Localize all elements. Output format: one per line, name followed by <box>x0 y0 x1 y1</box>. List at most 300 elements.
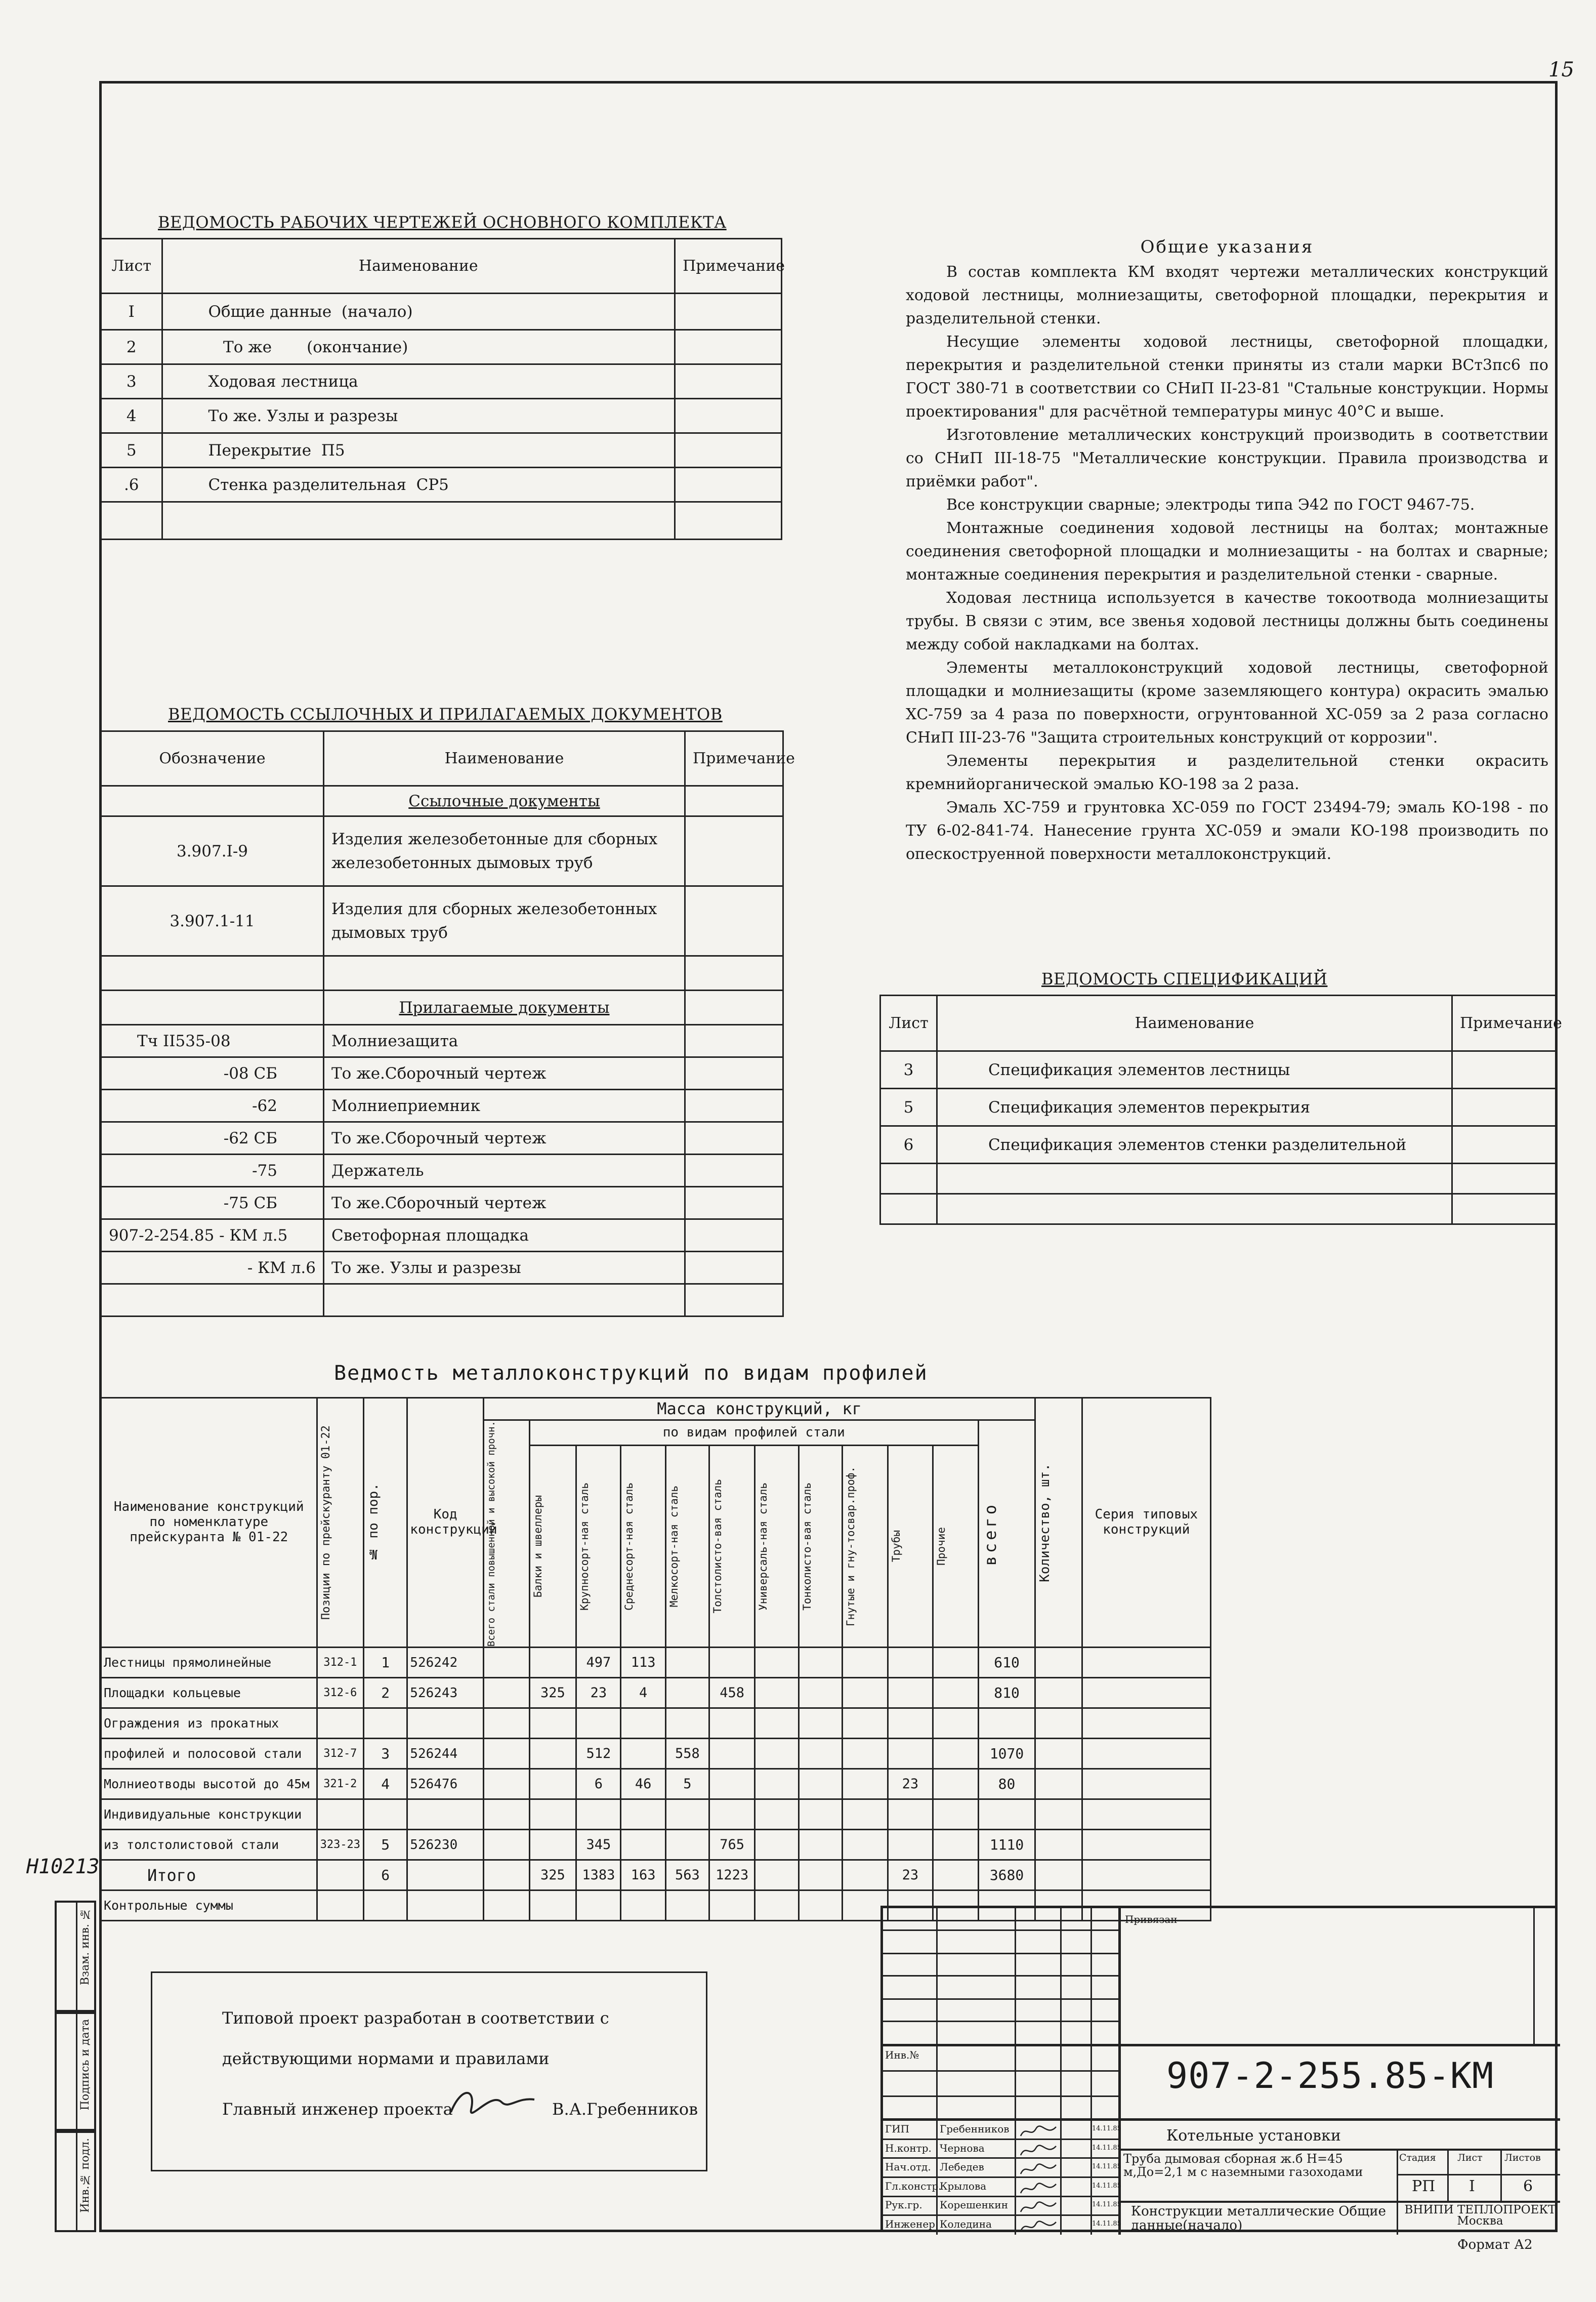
table-row <box>880 1089 1557 1126</box>
metal-value <box>799 1739 842 1769</box>
metal-value <box>484 1769 529 1799</box>
rd-designation: 3.907.I-9 <box>101 816 324 886</box>
metal-qty <box>1035 1708 1082 1739</box>
metal-pos: 321-2 <box>317 1769 364 1799</box>
table-row <box>880 1126 1557 1164</box>
sp-name: Спецификация элементов стенки разделительной <box>937 1126 1452 1164</box>
metal-value <box>529 1799 576 1830</box>
metal-value: 23 <box>888 1769 933 1799</box>
approval-line2: действующими нормами и правилами <box>222 2049 550 2068</box>
metal-value <box>665 1678 709 1708</box>
stamp-role: Н.контр. <box>885 2142 932 2154</box>
metal-pos: 323-23 <box>317 1830 364 1860</box>
metal-value <box>933 1769 978 1799</box>
metal-value <box>755 1860 799 1890</box>
rd-designation: -62 СБ <box>101 1122 324 1155</box>
metal-value: 4 <box>621 1678 665 1708</box>
metal-value <box>755 1648 799 1678</box>
stamp-person: Гребенников <box>940 2123 1010 2135</box>
rd-designation: -62 <box>101 1090 324 1122</box>
metal-value: 345 <box>576 1830 621 1860</box>
sp-note <box>1452 1089 1557 1126</box>
metal-value <box>755 1769 799 1799</box>
metal-value <box>484 1648 529 1678</box>
metal-value: 23 <box>888 1860 933 1890</box>
metal-series <box>1082 1708 1210 1739</box>
stamp-role: Нач.отд. <box>885 2161 931 2173</box>
wd-note <box>675 294 782 330</box>
metal-value <box>576 1799 621 1830</box>
specs-title: ВЕДОМОСТЬ СПЕЦИФИКАЦИЙ <box>1041 969 1328 989</box>
metal-value <box>709 1799 754 1830</box>
metal-no: 6 <box>364 1860 407 1890</box>
metal-subheader: Тонколисто-вая сталь <box>801 1482 813 1611</box>
table-row <box>101 468 782 502</box>
stamp-code: 907-2-255.85-КМ <box>1166 2055 1494 2097</box>
chief-engineer-signature <box>446 2082 542 2127</box>
metal-series <box>1082 1860 1210 1890</box>
metal-no: 3 <box>364 1739 407 1769</box>
metal-subheader-cell <box>709 1446 754 1648</box>
metal-value <box>799 1830 842 1860</box>
metal-value <box>484 1890 529 1921</box>
rd-note <box>685 1187 783 1219</box>
table-row <box>101 364 782 399</box>
metal-value <box>529 1830 576 1860</box>
metal-value <box>755 1890 799 1921</box>
metal-value <box>529 1769 576 1799</box>
rd-empty <box>324 1284 685 1317</box>
metal-value <box>888 1799 933 1830</box>
metal-subheader-cell <box>755 1446 799 1648</box>
table-row <box>101 816 783 886</box>
sp-empty <box>937 1164 1452 1194</box>
sp-note <box>1452 1051 1557 1089</box>
metal-structures-table <box>100 1397 1211 1921</box>
metal-value <box>709 1769 754 1799</box>
metal-qty <box>1035 1830 1082 1860</box>
sp-sheet: 3 <box>880 1051 937 1089</box>
metal-pos <box>317 1799 364 1830</box>
sp-header-note: Примечание <box>1452 996 1557 1051</box>
note-paragraph: В состав комплекта КМ входят чертежи металлических конструкций ходовой лестницы, молниезащиты, светофорной площадки, перекрытия и разделительной стенки. <box>906 263 1548 327</box>
metal-value <box>484 1830 529 1860</box>
stamp-person: Корешенкин <box>940 2199 1009 2211</box>
table-row <box>880 1164 1557 1194</box>
page-number: 15 <box>1548 58 1574 81</box>
metal-value <box>933 1830 978 1860</box>
metal-code: 526476 <box>407 1769 484 1799</box>
wd-note <box>675 330 782 364</box>
side-signature-date: Подпись и дата <box>79 2019 92 2111</box>
metal-code: 526230 <box>407 1830 484 1860</box>
rd-name: Держатель <box>324 1155 685 1187</box>
note-paragraph: Несущие элементы ходовой лестницы, светофорной площадки, перекрытия и разделительной стенки приняты из стали марки ВСт3пс6 по ГОСТ 380-71 в соответствии со СНиП II-23-81 "Стальные конструкции. Нормы проектирования" для расчётной температуры минус 40°С и выше. <box>906 333 1548 421</box>
note-paragraph: Эмаль ХС-759 и грунтовка ХС-059 по ГОСТ 23494-79; эмаль КО-198 - по ТУ 6-02-841-74. Нанесение грунта ХС-059 и эмали КО-198 производить по опескоструенной поверхности металлоконструкций. <box>906 799 1548 863</box>
metal-value <box>484 1739 529 1769</box>
stamp-signature <box>1019 2161 1058 2178</box>
wd-note <box>675 399 782 433</box>
stamp-role: Гл.констр. <box>885 2180 942 2192</box>
rd-designation: -08 СБ <box>101 1057 324 1090</box>
metal-no: 5 <box>364 1830 407 1860</box>
metal-subheader: Мелкосорт-ная сталь <box>667 1485 680 1608</box>
metal-value <box>799 1708 842 1739</box>
metal-name: Контрольные суммы <box>101 1890 317 1921</box>
metal-value: 6 <box>576 1769 621 1799</box>
metal-value: 512 <box>576 1739 621 1769</box>
metal-header-series: Серия типовых конструкций <box>1082 1398 1210 1648</box>
metal-row <box>101 1678 1211 1708</box>
metal-value <box>665 1799 709 1830</box>
sp-sheet: 5 <box>880 1089 937 1126</box>
metal-value <box>888 1708 933 1739</box>
metal-subheader: Толстолисто-вая сталь <box>711 1479 724 1614</box>
rd-empty <box>685 1284 783 1317</box>
metal-header-no: № по пор. <box>366 1483 382 1562</box>
working-drawings-table <box>100 238 785 540</box>
metal-subheader-cell <box>933 1446 978 1648</box>
metal-total: 610 <box>978 1648 1035 1678</box>
metal-name: Индивидуальные конструкции <box>101 1799 317 1830</box>
note-paragraph: Все конструкции сварные; электроды типа Э42 по ГОСТ 9467-75. <box>946 496 1475 514</box>
wd-sheet: 5 <box>101 433 162 468</box>
metal-total: 1070 <box>978 1739 1035 1769</box>
rd-designation: -75 <box>101 1155 324 1187</box>
rd-header-designation: Обозначение <box>101 731 324 786</box>
metal-pos: 312-7 <box>317 1739 364 1769</box>
metal-series <box>1082 1678 1210 1708</box>
metal-value <box>888 1648 933 1678</box>
metal-subheader-cell <box>799 1446 842 1648</box>
metal-code <box>407 1708 484 1739</box>
wd-name: Стенка разделительная СР5 <box>162 468 675 502</box>
stamp-person: Лебедев <box>940 2161 984 2173</box>
metal-qty <box>1035 1799 1082 1830</box>
metal-value <box>755 1739 799 1769</box>
metal-title: Ведмость металлоконструкций по видам профилей <box>334 1362 928 1385</box>
rd-designation: Тч II535-08 <box>101 1025 324 1057</box>
rd-name: То же.Сборочный чертеж <box>324 1122 685 1155</box>
metal-value <box>933 1708 978 1739</box>
rd-designation: - КМ л.6 <box>101 1252 324 1284</box>
metal-row <box>101 1708 1211 1739</box>
metal-value: 558 <box>665 1739 709 1769</box>
metal-value <box>799 1678 842 1708</box>
metal-subheader: Среднесорт-ная сталь <box>623 1482 636 1611</box>
rd-note <box>685 1155 783 1187</box>
stamp-signature <box>1019 2180 1058 2197</box>
rd-note <box>685 1219 783 1252</box>
reference-docs-table <box>100 730 795 1317</box>
note-paragraph: Элементы перекрытия и разделительной стенки окрасить кремнийорганической эмалью КО-198 за 2 раза. <box>906 752 1548 793</box>
note-paragraph: Монтажные соединения ходовой лестницы на болтах; монтажные соединения светофорной площадки и молниезащиты - на болтах и сварные; монтажные соединения перекрытия и разделительной стенки - сварные. <box>906 519 1548 584</box>
metal-value <box>484 1860 529 1890</box>
wd-sheet: I <box>101 294 162 330</box>
rd-note <box>685 886 783 956</box>
rd-empty <box>101 1284 324 1317</box>
metal-header-code: Код конструкций <box>407 1398 484 1648</box>
metal-qty <box>1035 1769 1082 1799</box>
metal-pos <box>317 1860 364 1890</box>
metal-value <box>665 1830 709 1860</box>
metal-value <box>842 1648 888 1678</box>
stamp-person: Коледина <box>940 2217 992 2230</box>
metal-value <box>621 1708 665 1739</box>
table-row <box>101 399 782 433</box>
table-row <box>101 1057 783 1090</box>
rd-section-attached: Прилагаемые документы <box>324 991 685 1025</box>
metal-value <box>484 1678 529 1708</box>
metal-header-byprofile: по видам профилей стали <box>529 1420 978 1446</box>
metal-no: 2 <box>364 1678 407 1708</box>
rd-note <box>685 1025 783 1057</box>
metal-total: 810 <box>978 1678 1035 1708</box>
stamp-role: Рук.гр. <box>885 2199 922 2211</box>
rd-name: Изделия железобетонные для сборных железобетонных дымовых труб <box>324 816 685 886</box>
reference-docs-title: ВЕДОМОСТЬ ССЫЛОЧНЫХ И ПРИЛАГАЕМЫХ ДОКУМЕНТОВ <box>168 705 723 724</box>
metal-value <box>709 1739 754 1769</box>
rd-header-name: Наименование <box>324 731 685 786</box>
metal-value: 5 <box>665 1769 709 1799</box>
table-row <box>880 1051 1557 1089</box>
sp-empty <box>880 1194 937 1224</box>
rd-name: Молниеприемник <box>324 1090 685 1122</box>
metal-value <box>576 1890 621 1921</box>
metal-value: 1383 <box>576 1860 621 1890</box>
notes-title: Общие указания <box>1140 237 1314 257</box>
metal-value <box>529 1648 576 1678</box>
metal-value: 497 <box>576 1648 621 1678</box>
table-row <box>101 1122 783 1155</box>
metal-value <box>529 1890 576 1921</box>
sp-empty <box>937 1194 1452 1224</box>
general-notes <box>906 235 1548 866</box>
metal-name: Молниеотводы высотой до 45м <box>101 1769 317 1799</box>
metal-series <box>1082 1769 1210 1799</box>
wd-name: То же (окончание) <box>162 330 675 364</box>
metal-qty <box>1035 1860 1082 1890</box>
metal-subheader-cell <box>665 1446 709 1648</box>
metal-value: 1223 <box>709 1860 754 1890</box>
metal-subheader: Гнутые и гну-тосвар.проф. <box>844 1466 857 1627</box>
rd-empty <box>324 956 685 991</box>
metal-value: 325 <box>529 1860 576 1890</box>
table-row <box>101 956 783 991</box>
stamp-person: Чернова <box>940 2142 985 2154</box>
metal-no: 1 <box>364 1648 407 1678</box>
wd-empty <box>101 502 162 540</box>
metal-value <box>621 1830 665 1860</box>
metal-value <box>888 1739 933 1769</box>
wd-sheet: 3 <box>101 364 162 399</box>
stamp-object: Труба дымовая сборная ж.б Н=45 м,До=2,1 м с наземными газоходами <box>1123 2152 1363 2179</box>
metal-value <box>709 1708 754 1739</box>
metal-name: Лестницы прямолинейные <box>101 1648 317 1678</box>
metal-value <box>842 1678 888 1708</box>
title-block <box>880 1906 1558 2232</box>
stamp-drawing-title: Конструкции металлические Общие данные(начало) <box>1131 2204 1386 2233</box>
note-paragraph: Элементы металлоконструкций ходовой лестницы, светофорной площадки и молниезащиты (кроме заземляющего контура) окрасить эмалью ХС-759 за 4 раза по поверхности, огрунтованной ХС-059 за 2 раза согласно СНиП III-23-76 "Защита строительных конструкций от коррозии". <box>906 659 1548 747</box>
metal-row <box>101 1739 1211 1769</box>
specs-table <box>879 995 1562 1225</box>
metal-value <box>933 1739 978 1769</box>
table-row <box>101 1252 783 1284</box>
table-row <box>101 294 782 330</box>
stamp-inv: Инв.№ <box>885 2049 919 2061</box>
rd-section-referenced: Ссылочные документы <box>324 786 685 816</box>
metal-value: 113 <box>621 1648 665 1678</box>
sp-name: Спецификация элементов лестницы <box>937 1051 1452 1089</box>
metal-value <box>799 1860 842 1890</box>
metal-value <box>529 1708 576 1739</box>
metal-value: 765 <box>709 1830 754 1860</box>
metal-value <box>933 1678 978 1708</box>
metal-value <box>484 1799 529 1830</box>
metal-pos: 312-1 <box>317 1648 364 1678</box>
rd-name: Изделия для сборных железобетонных дымовых труб <box>324 886 685 956</box>
metal-series <box>1082 1739 1210 1769</box>
rd-empty <box>101 786 324 816</box>
metal-name: Итого <box>101 1860 317 1890</box>
metal-value <box>755 1830 799 1860</box>
metal-subheader: Трубы <box>890 1530 903 1563</box>
metal-total <box>978 1799 1035 1830</box>
stamp-stage: РП <box>1412 2177 1436 2195</box>
stamp-org: Котельные установки <box>1166 2127 1341 2145</box>
note-paragraph: Ходовая лестница используется в качестве токоотвода молниезащиты трубы. В связи с этим, все звенья ходовой лестницы должны быть соединены между собой накладками на болтах. <box>906 589 1548 653</box>
metal-row <box>101 1648 1211 1678</box>
metal-value <box>755 1708 799 1739</box>
metal-value: 23 <box>576 1678 621 1708</box>
wd-empty <box>162 502 675 540</box>
sp-name: Спецификация элементов перекрытия <box>937 1089 1452 1126</box>
metal-value <box>709 1890 754 1921</box>
rd-designation: 907-2-254.85 - КМ л.5 <box>101 1219 324 1252</box>
metal-pos: 312-6 <box>317 1678 364 1708</box>
metal-value <box>665 1890 709 1921</box>
wd-name: Ходовая лестница <box>162 364 675 399</box>
metal-value <box>933 1860 978 1890</box>
metal-name: из толстолистовой стали <box>101 1830 317 1860</box>
stamp-sheets: 6 <box>1523 2177 1533 2195</box>
metal-value <box>842 1830 888 1860</box>
rd-empty <box>101 956 324 991</box>
metal-header-pos: Позиции по прейскуранту 01-22 <box>319 1425 332 1620</box>
metal-series <box>1082 1799 1210 1830</box>
metal-no <box>364 1799 407 1830</box>
metal-value: 563 <box>665 1860 709 1890</box>
wd-note <box>675 364 782 399</box>
metal-subheader: Балки и швеллеры <box>531 1495 544 1598</box>
note-paragraph: Изготовление металлических конструкций производить в соответствии со СНиП III-18-75 "Металлические конструкции. Правила производства и приёмки работ". <box>906 426 1548 490</box>
metal-pos <box>317 1708 364 1739</box>
stamp-date: 14.11.85 <box>1092 2163 1121 2170</box>
wd-header-sheet: Лист <box>101 239 162 294</box>
metal-header-qty: Количество, шт. <box>1037 1463 1053 1582</box>
metal-value <box>842 1708 888 1739</box>
metal-pos <box>317 1890 364 1921</box>
rd-designation: 3.907.1-11 <box>101 886 324 956</box>
table-row <box>101 1219 783 1252</box>
stamp-sheet-header: Лист <box>1457 2152 1483 2163</box>
metal-value <box>621 1799 665 1830</box>
metal-row <box>101 1860 1211 1890</box>
wd-header-name: Наименование <box>162 239 675 294</box>
metal-value <box>621 1890 665 1921</box>
stamp-signature <box>1019 2123 1058 2140</box>
metal-value: 458 <box>709 1678 754 1708</box>
metal-no <box>364 1890 407 1921</box>
table-row <box>101 1025 783 1057</box>
metal-value: 325 <box>529 1678 576 1708</box>
metal-row <box>101 1799 1211 1830</box>
metal-header-all: всего <box>980 1501 1000 1566</box>
sp-empty <box>880 1164 937 1194</box>
stamp-date: 14.11.85 <box>1092 2144 1121 2152</box>
metal-total: 80 <box>978 1769 1035 1799</box>
metal-value <box>755 1678 799 1708</box>
table-row <box>101 1284 783 1317</box>
table-row <box>101 1090 783 1122</box>
metal-total: 3680 <box>978 1860 1035 1890</box>
stamp-stage-header: Стадия <box>1399 2152 1436 2163</box>
metal-value <box>484 1708 529 1739</box>
wd-name: То же. Узлы и разрезы <box>162 399 675 433</box>
sp-header-sheet: Лист <box>880 996 937 1051</box>
working-drawings-title: ВЕДОМОСТЬ РАБОЧИХ ЧЕРТЕЖЕЙ ОСНОВНОГО КОМПЛЕКТА <box>158 213 727 232</box>
stamp-signature <box>1019 2142 1058 2159</box>
metal-code: 526242 <box>407 1648 484 1678</box>
metal-value: 46 <box>621 1769 665 1799</box>
stamp-privyazan: Привязан <box>1125 1913 1178 1925</box>
rd-empty <box>101 991 324 1025</box>
stamp-date: 14.11.85 <box>1092 2125 1121 2132</box>
wd-sheet: 2 <box>101 330 162 364</box>
side-original-inv: Инв.№ подл. <box>79 2138 92 2213</box>
metal-value <box>933 1799 978 1830</box>
metal-value <box>621 1739 665 1769</box>
metal-value: 163 <box>621 1860 665 1890</box>
metal-subheader: Крупносорт-ная сталь <box>578 1482 591 1611</box>
stamp-role: ГИП <box>885 2123 910 2135</box>
wd-name: Перекрытие П5 <box>162 433 675 468</box>
metal-header-mass: Масса конструкций, кг <box>484 1398 1035 1420</box>
rd-note <box>685 1252 783 1284</box>
wd-sheet: .6 <box>101 468 162 502</box>
metal-code: 526244 <box>407 1739 484 1769</box>
table-row <box>101 1155 783 1187</box>
rd-empty <box>685 956 783 991</box>
approval-name: В.А.Гребенников <box>552 2100 698 2119</box>
side-replace-inv: Взам. инв. № <box>79 1908 92 1986</box>
metal-series <box>1082 1830 1210 1860</box>
stamp-sheets-header: Листов <box>1504 2152 1541 2163</box>
metal-value <box>529 1739 576 1769</box>
stamp-signature <box>1019 2218 1058 2235</box>
wd-note <box>675 468 782 502</box>
metal-value <box>842 1739 888 1769</box>
wd-empty <box>675 502 782 540</box>
rd-name: То же. Узлы и разрезы <box>324 1252 685 1284</box>
metal-qty <box>1035 1678 1082 1708</box>
metal-code <box>407 1890 484 1921</box>
metal-series <box>1082 1648 1210 1678</box>
rd-designation: -75 СБ <box>101 1187 324 1219</box>
inventory-mark: Н10213 <box>26 1855 100 1878</box>
metal-value <box>842 1769 888 1799</box>
stamp-signature <box>1019 2199 1058 2216</box>
